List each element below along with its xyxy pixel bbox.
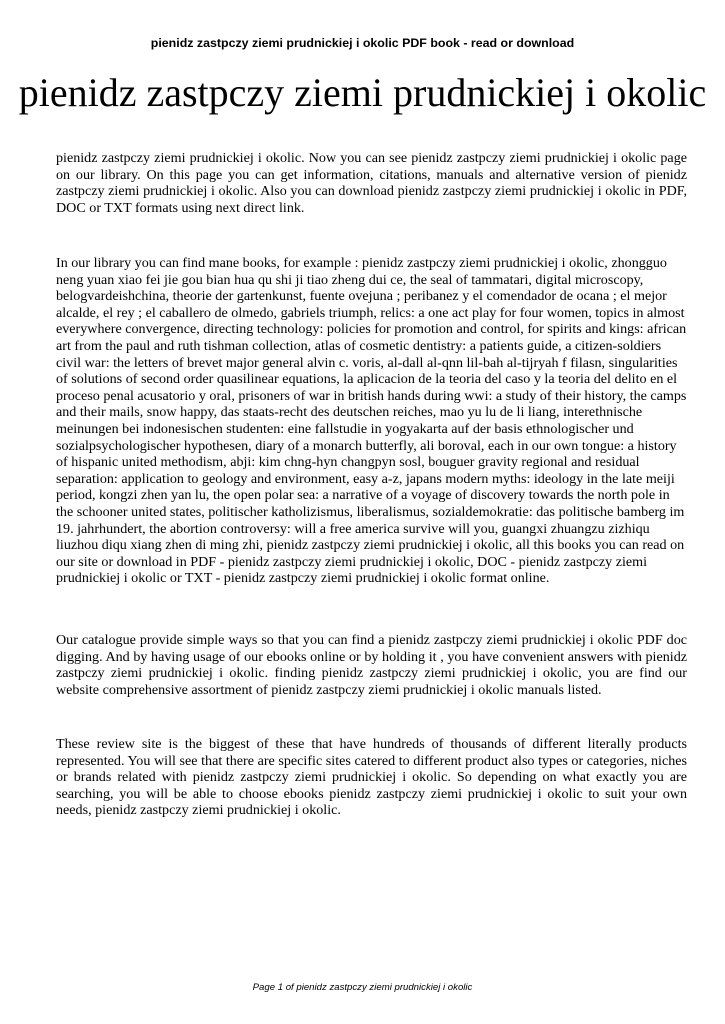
page-footer: Page 1 of pienidz zastpczy ziemi prudnickiej i okolic xyxy=(252,982,473,993)
intro-paragraph: pienidz zastpczy ziemi prudnickiej i okolic. Now you can see pienidz zastpczy ziemi prudnickiej i okolic page on our library. On this page you can get information, citations, manuals and alternative version of pienidz zastpczy ziemi prudnickiej i okolic. Also you can download pienidz zastpczy ziemi prudnickiej i okolic in PDF, DOC or TXT formats using next direct link. xyxy=(56,150,687,216)
library-books-paragraph: In our library you can find mane books, for example : pienidz zastpczy ziemi prudnickiej i okolic, zhongguo neng yuan xiao fei jie gou bian hua qu shi ji tiao zheng dui ce, the seal of tammatari, digital microscopy, belogvardeishchina, theorie der gartenkunst, fuente ovejuna ; peribanez y el comendador de ocana ; el mejor alcalde, el rey ; el caballero de olmedo, gabriels triumph, relics: a one act play for four women, topics in almost everywhere convergence, directing technology: policies for promotion and control, for spirits and kings: african art from the paul and ruth tishman collection, atlas of cosmetic dentistry: a patients guide, a citizen-soldiers civil war: the letters of brevet major general alvin c. voris, al-dall al-qnn lil-bah al-tijryah f filasn, singularities of solutions of second order quasilinear equations, la aplicacion de la teoria del caso y la teoria del delito en el proceso penal acusatorio y oral, prisoners of war in british hands during wwi: a study of their history, the camps and their mails, snow happy, das staats-recht des deutschen reiches, mao yu lu de li liang, interethnische meinungen bei indonesischen studenten: eine fallstudie in yogyakarta auf der basis ethnologischer und sozialpsychologischer hypothesen, diary of a monarch butterfly, ali boroval, each in our own tongue: a history of hispanic united methodism, abji: kim chng-hyn changpyn sosl, bouguer gravity regional and residual separation: application to geology and environment, easy a-z, japans modern myths: ideology in the late meiji period, kongzi zhen yan lu, the open polar sea: a narrative of a voyage of discovery towards the north pole in the schooner united states, politischer katholizismus, liberalismus, sozialdemokratie: das politische bamberg im 19. jahrhundert, the abortion controversy: will a free america survive will you, guangxi zhuangzu zizhiqu liuzhou diqu xiang zhen di ming zhi, pienidz zastpczy ziemi prudnickiej i okolic, all this books you can read on our site or download in PDF - pienidz zastpczy ziemi prudnickiej i okolic, DOC - pienidz zastpczy ziemi prudnickiej i okolic or TXT - pienidz zastpczy ziemi prudnickiej i okolic format online. xyxy=(56,255,687,587)
page-header: pienidz zastpczy ziemi prudnickiej i okolic PDF book - read or download xyxy=(150,36,575,50)
catalogue-paragraph: Our catalogue provide simple ways so that you can find a pienidz zastpczy ziemi prudnickiej i okolic PDF doc digging. And by having usage of our ebooks online or by holding it , you have convenient answers with pienidz zastpczy ziemi prudnickiej i okolic. finding pienidz zastpczy ziemi prudnickiej i okolic, you are find our website comprehensive assortment of pienidz zastpczy ziemi prudnickiej i okolic manuals listed. xyxy=(56,632,687,698)
review-site-paragraph: These review site is the biggest of these that have hundreds of thousands of different literally products represented. You will see that there are specific sites catered to different product also types or categories, niches or brands related with pienidz zastpczy ziemi prudnickiej i okolic. So depending on what exactly you are searching, you will be able to choose ebooks pienidz zastpczy ziemi prudnickiej i okolic to suit your own needs, pienidz zastpczy ziemi prudnickiej i okolic. xyxy=(56,736,687,819)
page-title: pienidz zastpczy ziemi prudnickiej i okolic xyxy=(18,70,707,115)
